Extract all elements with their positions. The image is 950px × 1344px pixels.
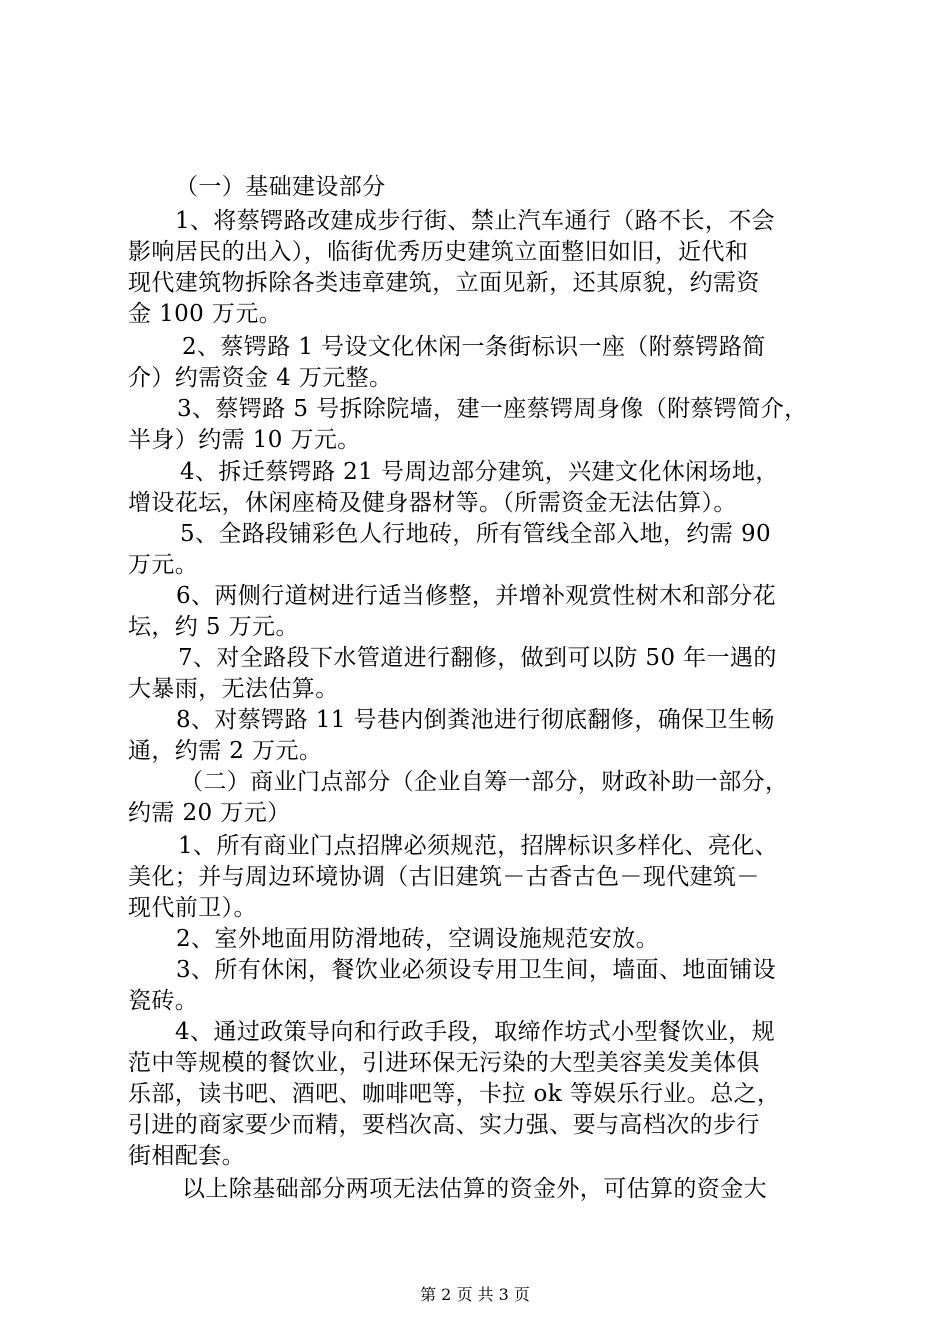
paragraph-line: 以上除基础部分两项无法估算的资金外，可估算的资金大: [182, 1176, 767, 1202]
paragraph-line: 乐部，读书吧、酒吧、咖啡吧等，卡拉 ok 等娱乐行业。总之，: [128, 1081, 781, 1107]
paragraph-line: 半身）约需 10 万元。: [128, 427, 361, 453]
paragraph-line: 金 100 万元。: [128, 301, 283, 327]
paragraph-line: 8、对蔡锷路 11 号巷内倒粪池进行彻底翻修，确保卫生畅: [176, 707, 775, 733]
paragraph-line: 2、蔡锷路 1 号设文化休闲一条街标识一座（附蔡锷路简: [182, 334, 766, 360]
paragraph-line: 4、拆迁蔡锷路 21 号周边部分建筑，兴建文化休闲场地，: [180, 459, 779, 485]
paragraph-line: 增设花坛，休闲座椅及健身器材等。（所需资金无法估算）。: [128, 490, 737, 516]
paragraph-line: 6、两侧行道树进行适当修整，并增补观赏性树木和部分花: [176, 583, 777, 609]
paragraph-line: 影响居民的出入），临街优秀历史建筑立面整旧如旧，近代和: [128, 239, 749, 265]
paragraph-line: 美化；并与周边环境协调（古旧建筑－古香古色－现代建筑－: [128, 864, 760, 890]
paragraph-line: 现代前卫）。: [128, 895, 257, 921]
paragraph-line: 1、将蔡锷路改建成步行街、禁止汽车通行（路不长，不会: [175, 208, 776, 234]
paragraph-line: 大暴雨，无法估算。: [128, 676, 339, 702]
paragraph-line: 1、所有商业门点招牌必须规范，招牌标识多样化、亮化、: [178, 833, 779, 859]
section-heading-commercial: （二）商业门点部分（企业自筹一部分，财政补助一部分，: [180, 769, 789, 795]
paragraph-line: 瓷砖。: [128, 988, 199, 1014]
paragraph-line: 2、室外地面用防滑地砖，空调设施规范安放。: [176, 926, 660, 952]
paragraph-line: 通，约需 2 万元。: [128, 738, 323, 764]
paragraph-line: 介）约需资金 4 万元整。: [128, 365, 393, 391]
page-number-footer: 第 2 页 共 3 页: [420, 1285, 530, 1304]
paragraph-line: 万元。: [128, 552, 199, 578]
paragraph-line: 5、全路段铺彩色人行地砖，所有管线全部入地，约需 90: [180, 521, 772, 547]
paragraph-line: 范中等规模的餐饮业，引进环保无污染的大型美容美发美体俱: [128, 1050, 760, 1076]
paragraph-line: 7、对全路段下水管道进行翻修，做到可以防 50 年一遇的: [178, 645, 777, 671]
paragraph-line: 3、所有休闲，餐饮业必须设专用卫生间，墙面、地面铺设: [176, 957, 777, 983]
paragraph-line: 坛，约 5 万元。: [128, 614, 299, 640]
paragraph-line: 约需 20 万元）: [128, 800, 291, 826]
paragraph-line: 4、通过政策导向和行政手段，取缔作坊式小型餐饮业，规: [175, 1019, 776, 1045]
paragraph-line: 引进的商家要少而精，要档次高、实力强、要与高档次的步行: [128, 1112, 760, 1138]
section-heading-infrastructure: （一）基础建设部分: [175, 174, 386, 200]
paragraph-line: 现代建筑物拆除各类违章建筑，立面见新，还其原貌，约需资: [128, 270, 760, 296]
paragraph-line: 街相配套。: [128, 1143, 245, 1169]
paragraph-line: 3、蔡锷路 5 号拆除院墙，建一座蔡锷周身像（附蔡锷简介，: [177, 396, 808, 422]
